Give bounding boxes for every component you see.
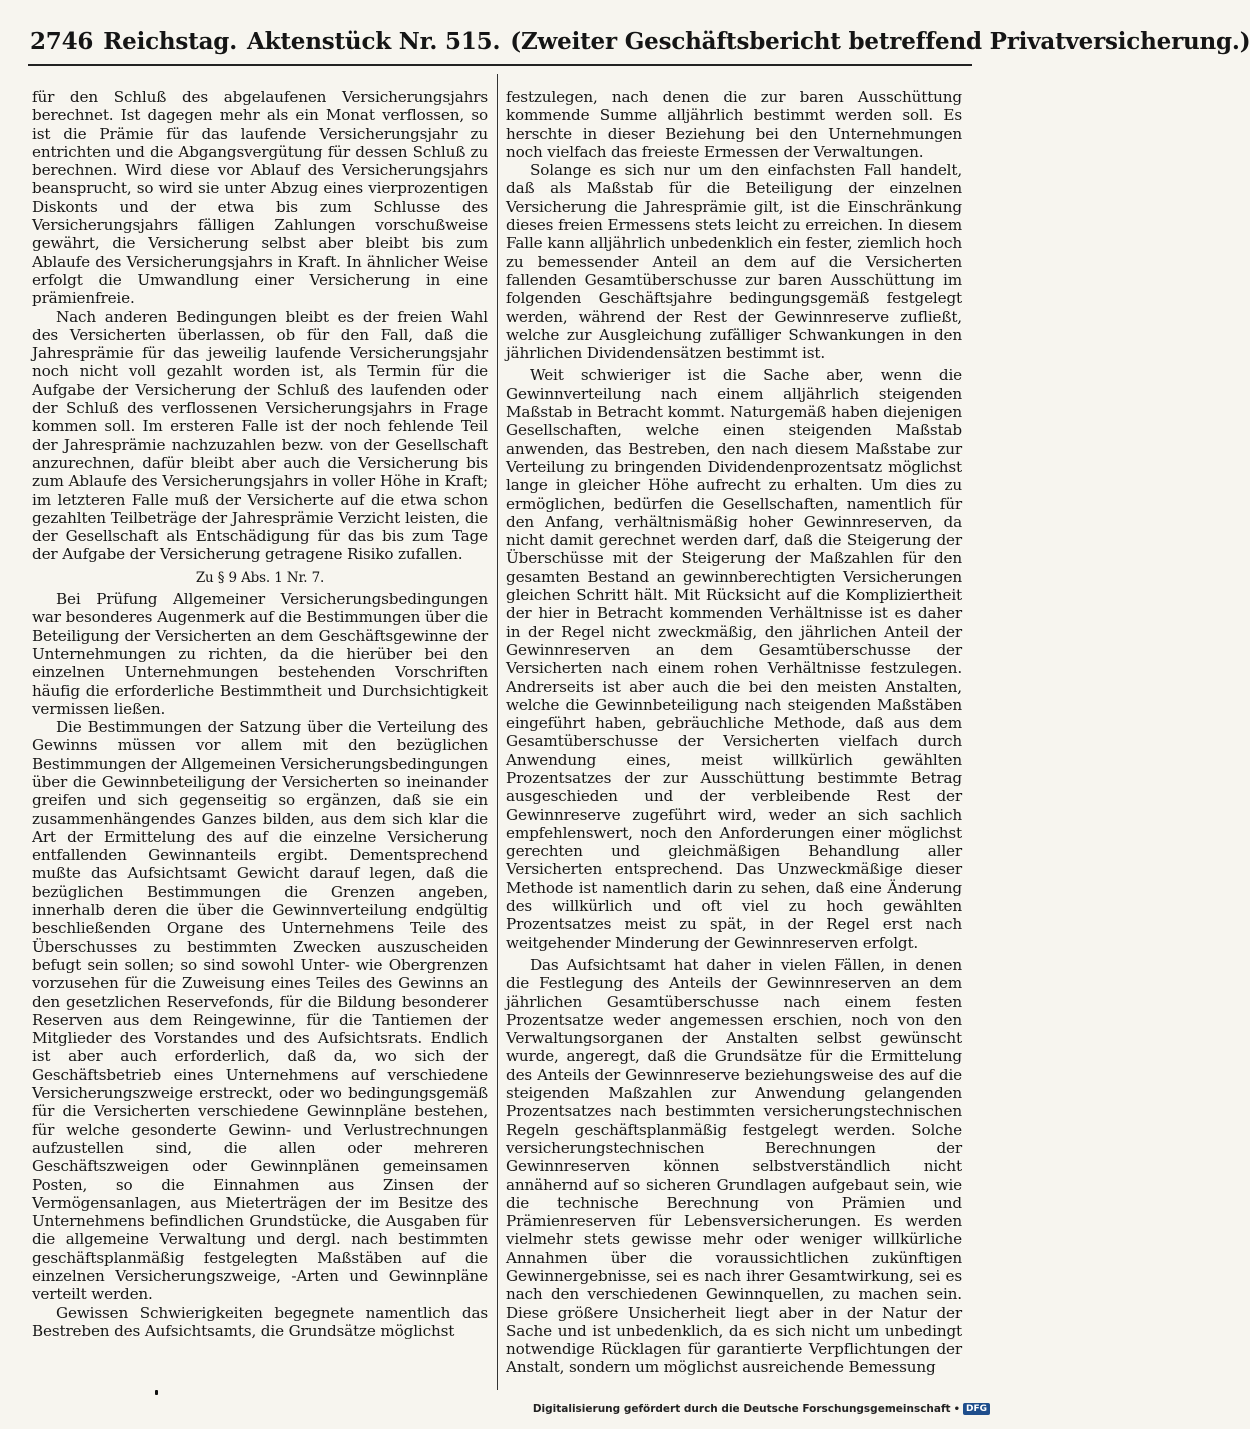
footer-bullet-icon: • (953, 1403, 960, 1415)
dfg-logo-icon: DFG (963, 1403, 990, 1415)
paragraph: Das Aufsichtsamt hat daher in vielen Fällen, in denen die Festlegung des Anteils der Gewinnreserven an dem jährlichen Gesamtüberschusse nach einem festen Prozentsatze weder angemessen erschien, noch von den Verwaltungsorganen der Anstalten selbst gewünscht wurde, angeregt, daß die Grundsätze für die Ermittelung des Anteils der Gewinnreserve beziehungsweise des auf die steigenden Maßzahlen zur Anwendung gelangenden Prozentsatzes nach bestimmten versicherungstechnischen Regeln geschäftsplanmäßig festgelegt werden. Solche versicherungstechnischen Berechnungen der Gewinnreserven können selbstverständlich nicht annähernd auf so sicheren Grundlagen aufgebaut sein, wie die technische Berechnung von Prämien und Prämienreserven für Lebensversicherungen. Es werden vielmehr stets gewisse mehr oder weniger willkürliche Annahmen über die voraussichtlichen zukünftigen Gewinnergebnisse, sei es nach ihrer Gesamtwirkung, sei es nach den verschiedenen Gewinnquellen, zu machen sein. Diese größere Unsicherheit liegt aber in der Natur der Sache und ist unbedenklich, da es sich nicht um unbedingt notwendige Rücklagen für garantierte Verpflichtungen der Anstalt, sondern um möglichst ausreichende Bemessung (506, 955, 962, 1377)
page-number: 2746 (30, 28, 94, 55)
paragraph: für den Schluß des abgelaufenen Versicherungsjahrs berechnet. Ist dagegen mehr als ein Monat verflossen, so ist die Prämie für das laufende Versicherungsjahr zu entrichten und die Abgangsvergütung für dessen Schluß zu berechnen. Wird diese vor Ablauf des Versicherungsjahrs beansprucht, so wird sie unter Abzug eines vierprozentigen Diskonts und der etwa bis zum Schlusse des Versicherungsjahrs fälligen Zahlungen vorschußweise gewährt, die Versicherung selbst aber bleibt bis zum Ablaufe des Versicherungsjahrs in Kraft. In ähnlicher Weise erfolgt die Umwandlung einer Versicherung in eine prämienfreie. (32, 88, 488, 308)
left-column (32, 88, 488, 1390)
header-subtitle: (Zweiter Geschäftsbericht betreffend Privatversicherung.) (510, 28, 1250, 55)
page-header (30, 28, 1250, 55)
print-speck (155, 1390, 158, 1395)
footer-text: Digitalisierung gefördert durch die Deutsche Forschungsgemeinschaft (532, 1403, 951, 1415)
header-rule (28, 64, 972, 66)
section-heading: Zu § 9 Abs. 1 Nr. 7. (195, 569, 325, 586)
paragraph: Die Bestimmungen der Satzung über die Verteilung des Gewinns müssen vor allem mit den bezüglichen Bestimmungen der Allgemeinen Versicherungsbedingungen über die Gewinnbeteiligung der Versicherten so ineinander greifen und sich gegenseitig so ergänzen, daß sie ein zusammenhängendes Ganzes bilden, aus dem sich klar die Art der Ermittelung des auf die einzelne Versicherung entfallenden Gewinnanteils ergibt. Dementsprechend mußte das Aufsichtsamt Gewicht darauf legen, daß die bezüglichen Bestimmungen die Grenzen angeben, innerhalb deren die über die Gewinnverteilung endgültig beschließenden Organe des Unternehmens Teile des Überschusses zu bestimmten Zwecken auszuscheiden befugt sein sollen; so sind sowohl Unter- wie Obergrenzen vorzusehen für die Zuweisung eines Teiles des Gewinns an den gesetzlichen Reservefonds, für die Bildung besonderer Reserven aus dem Reingewinne, für die Tantiemen der Mitglieder des Vorstandes und des Aufsichtsrats. Endlich ist aber auch erforderlich, daß da, wo sich der Geschäftsbetrieb eines Unternehmens auf verschiedene Versicherungszweige erstreckt, oder wo bedingungsgemäß für die Versicherten verschiedene Gewinnpläne bestehen, für welche gesonderte Gewinn- und Verlustrechnungen aufzustellen sind, die allen oder mehreren Geschäftszweigen oder Gewinnplänen gemeinsamen Posten, so die Einnahmen aus Zinsen der Vermögensanlagen, aus Mieterträgen der im Besitze des Unternehmens befindlichen Grundstücke, die Ausgaben für die allgemeine Verwaltung und dergl. nach bestimmten geschäftsplanmäßig festgelegten Maßstäben auf die einzelnen Versicherungszweige, -Arten und Gewinnpläne verteilt werden. (32, 718, 488, 1304)
header-document-number: Aktenstück Nr. 515. (247, 28, 501, 55)
paragraph: Bei Prüfung Allgemeiner Versicherungsbedingungen war besonderes Augenmerk auf die Bestimmungen über die Beteiligung der Versicherten an dem Geschäftsgewinne der Unternehmungen zu richten, da die hierüber bei den einzelnen Unternehmungen bestehenden Vorschriften häufig die erforderliche Bestimmtheit und Durchsichtigkeit vermissen ließen. (32, 590, 488, 718)
paragraph: Nach anderen Bedingungen bleibt es der freien Wahl des Versicherten überlassen, ob für den Fall, daß die Jahresprämie für das jeweilig laufende Versicherungsjahr noch nicht voll gezahlt worden ist, als Termin für die Aufgabe der Versicherung der Schluß des laufenden oder der Schluß des verflossenen Versicherungsjahrs in Frage kommen soll. Im ersteren Falle ist der noch fehlende Teil der Jahresprämie nachzuzahlen bezw. von der Gesellschaft anzurechnen, dafür bleibt aber auch die Versicherung bis zum Ablaufe des Versicherungsjahrs in voller Höhe in Kraft; im letzteren Falle muß der Versicherte auf die etwa schon gezahlten Teilbeträge der Jahresprämie Verzicht leisten, die der Gesellschaft als Entschädigung für das bis zum Tage der Aufgabe der Versicherung getragene Risiko zufallen. (32, 307, 488, 564)
paragraph: festzulegen, nach denen die zur baren Ausschüttung kommende Summe alljährlich bestimmt werden soll. Es herschte in dieser Beziehung bei den Unternehmungen noch vielfach das freieste Ermessen der Verwaltungen. (506, 88, 962, 161)
column-divider (497, 74, 498, 1390)
paragraph: Gewissen Schwierigkeiten begegnete namentlich das Bestreben des Aufsichtsamts, die Grundsätze möglichst (32, 1303, 488, 1340)
paragraph: Solange es sich nur um den einfachsten Fall handelt, daß als Maßstab für die Beteiligung der einzelnen Versicherung die Jahresprämie gilt, ist die Einschränkung dieses freien Ermessens stets leicht zu erreichen. In diesem Falle kann alljährlich unbedenklich ein fester, ziemlich hoch zu bemessender Anteil an dem auf die Versicherten fallenden Gesamtüberschusse zur baren Ausschüttung im folgenden Geschäftsjahre bedingungsgemäß festgelegt werden, während der Rest der Gewinnreserve zufließt, welche zur Ausgleichung zufälliger Schwankungen in den jährlichen Dividendensätzen bestimmt ist. (506, 161, 962, 363)
header-org: Reichstag. (103, 28, 237, 55)
footer (533, 1403, 990, 1415)
paragraph: Weit schwieriger ist die Sache aber, wenn die Gewinnverteilung nach einem alljährlich steigenden Maßstab in Betracht kommt. Naturgemäß haben diejenigen Gesellschaften, welche einen steigenden Maßstab anwenden, das Bestreben, den nach diesem Maßstabe zur Verteilung zu bringenden Dividendenprozentsatz möglichst lange in gleicher Höhe aufrecht zu erhalten. Um dies zu ermöglichen, bedürfen die Gesellschaften, namentlich für den Anfang, verhältnismäßig hoher Gewinnreserven, da nicht damit gerechnet werden darf, daß die Steigerung der Überschüsse mit der Steigerung der Maßzahlen für den gesamten Bestand an gewinnberechtigten Versicherungen gleichen Schritt hält. Mit Rücksicht auf die Kompliziertheit der hier in Betracht kommenden Verhältnisse ist es daher in der Regel nicht zweckmäßig, den jährlichen Anteil der Gewinnreserven an dem Gesamtüberschusse der Versicherten nach einem rohen Verhältnisse festzulegen. Andrerseits ist aber auch die bei den meisten Anstalten, welche die Gewinnbeteiligung nach steigenden Maßstäben eingeführt haben, gebräuchliche Methode, daß aus dem Gesamtüberschusse der Versicherten vielfach durch Anwendung eines, meist willkürlich gewählten Prozentsatzes der zur Ausschüttung bestimmte Betrag ausgeschieden und der verbleibende Rest der Gewinnreserve zugeführt wird, weder an sich sachlich empfehlenswert, noch den Anforderungen einer möglichst gerechten und gleichmäßigen Behandlung aller Versicherten entsprechend. Das Unzweckmäßige dieser Methode ist namentlich darin zu sehen, daß eine Änderung des willkürlich und oft viel zu hoch gewählten Prozentsatzes meist zu spät, in der Regel erst nach weitgehender Minderung der Gewinnreserven erfolgt. (506, 366, 962, 952)
right-column (506, 88, 962, 1390)
